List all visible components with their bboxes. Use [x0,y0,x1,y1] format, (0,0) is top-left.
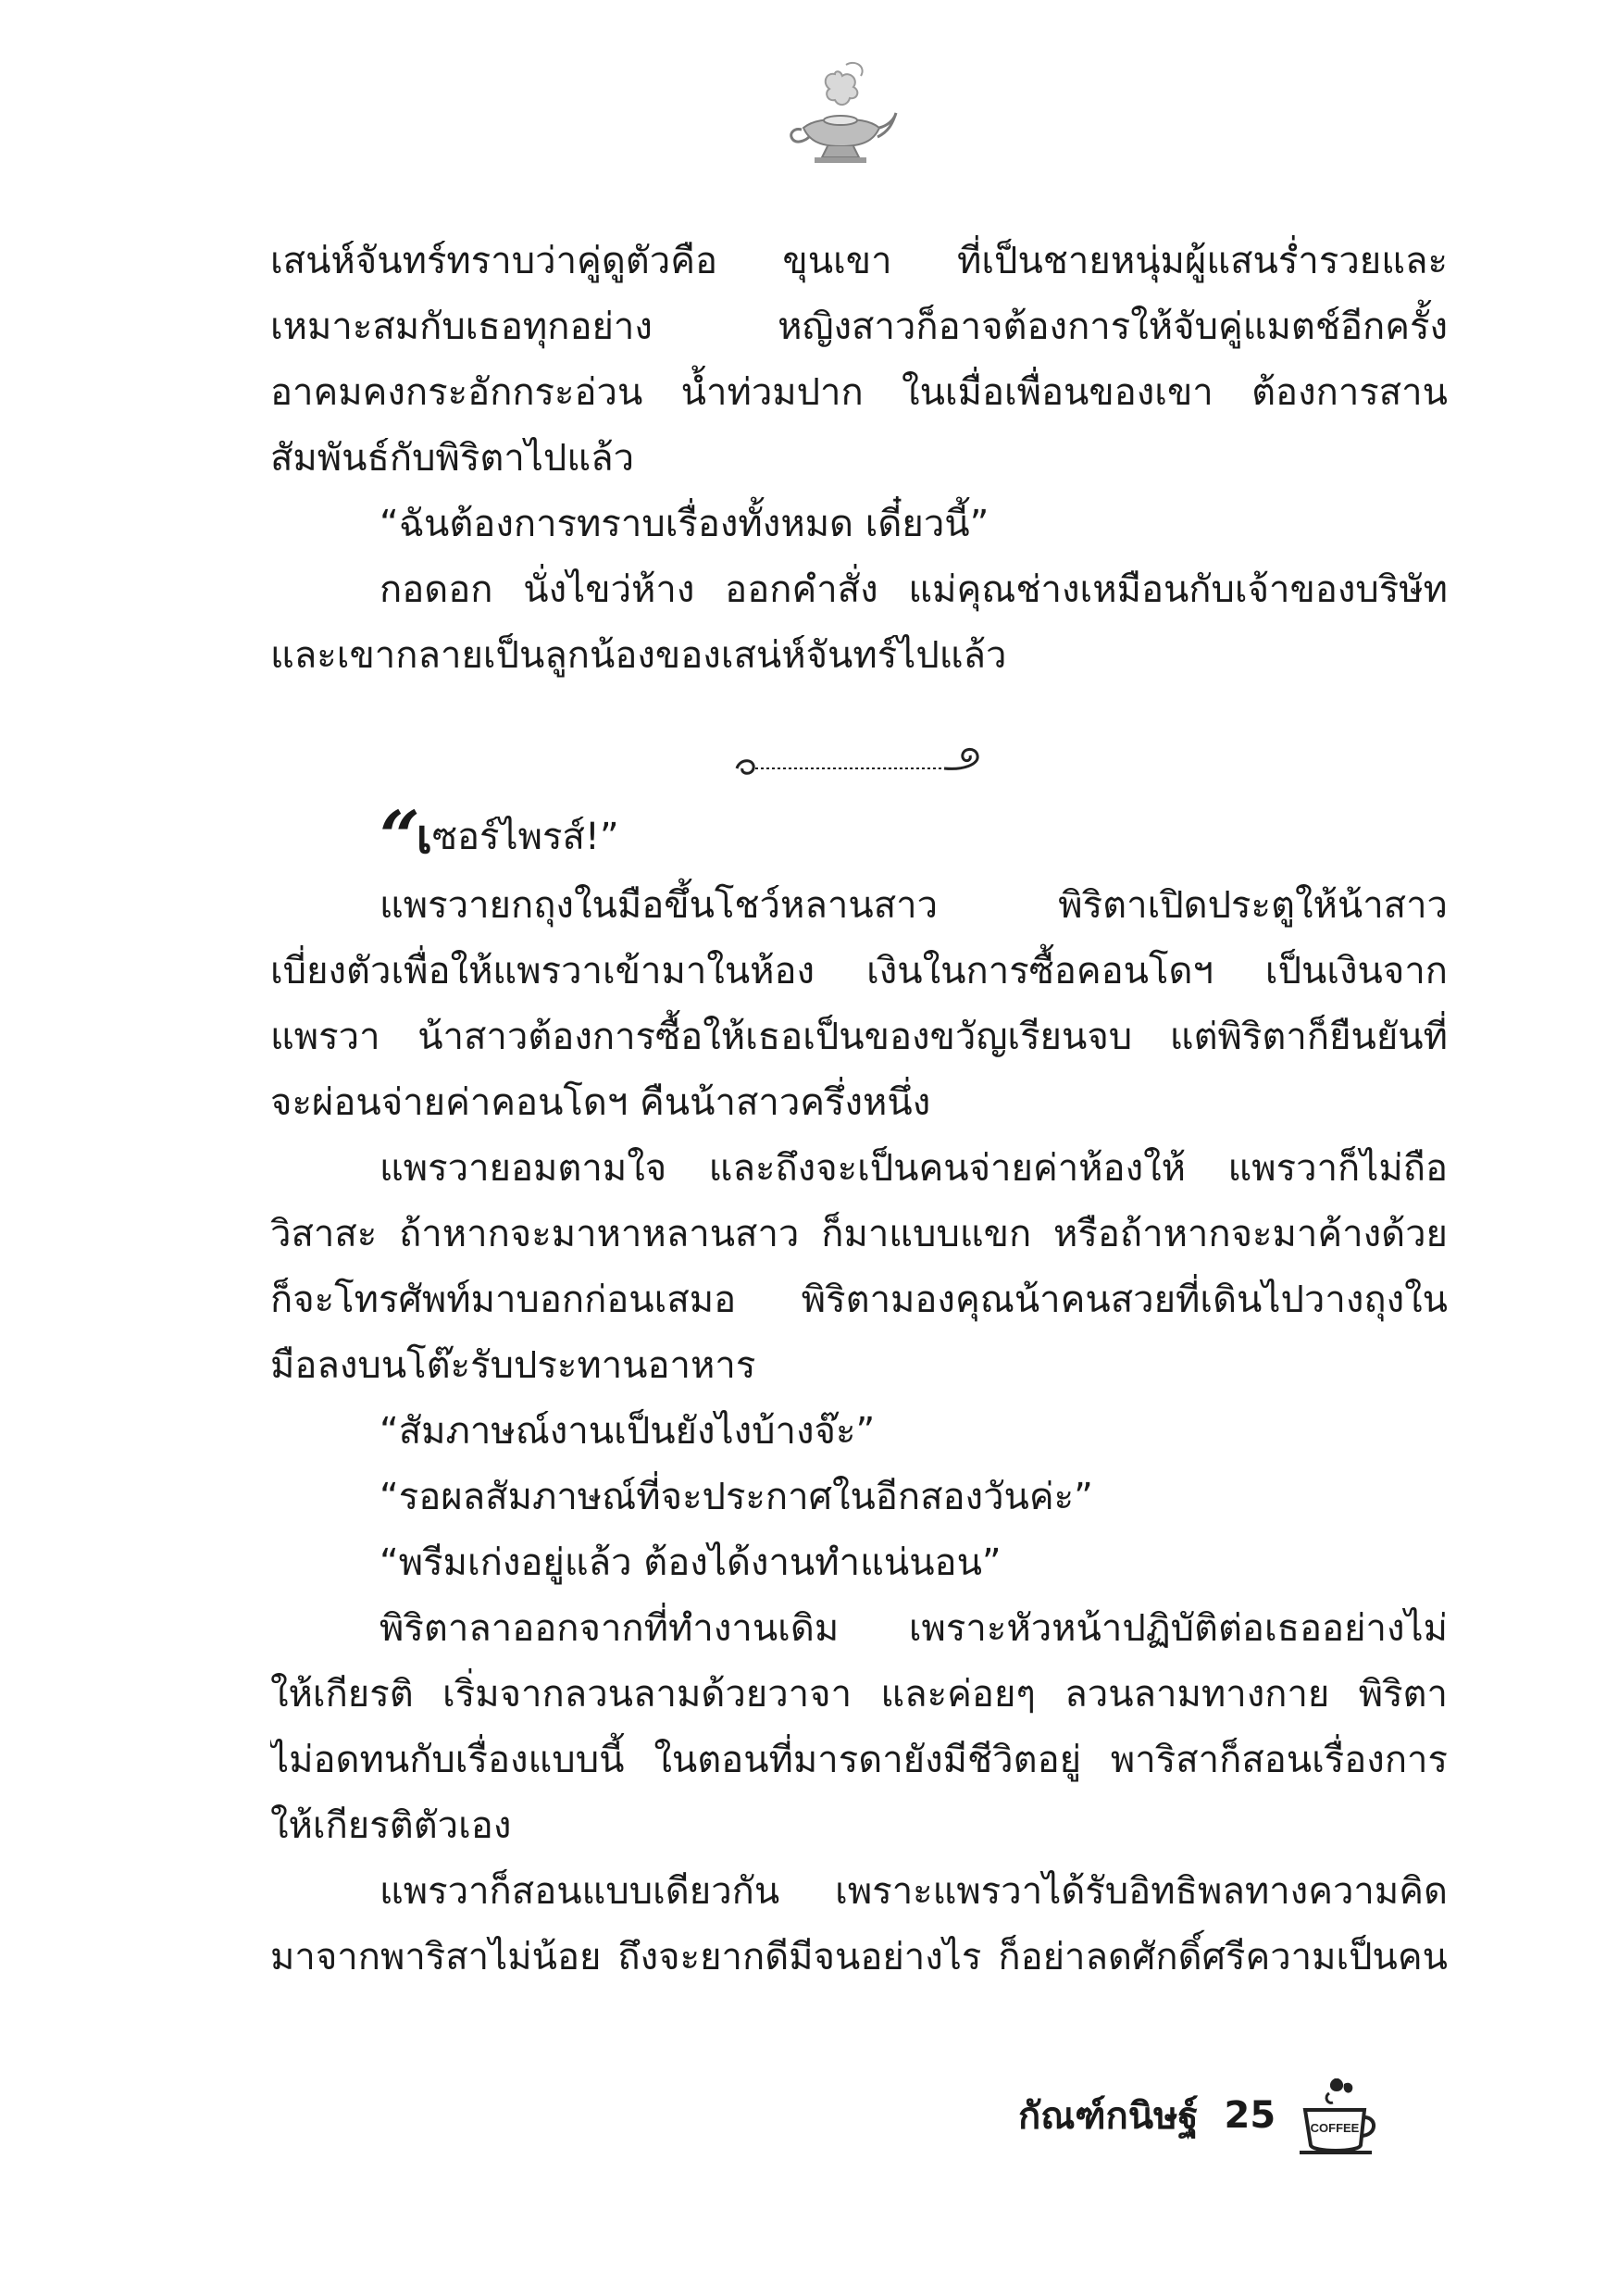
text-line: ให้เกียรติตัวเอง [270,1804,512,1847]
text-line: แพรวายกถุงในมือขึ้นโชว์หลานสาว พิริตาเปิดประตูให้น้าสาว [380,884,1448,927]
text-line: เสน่ห์จันทร์ทราบว่าคู่ดูตัวคือ ขุนเขา ที่เป็นชายหนุ่มผู้แสนร่ำรวยและ [270,240,1448,282]
text-line: เบี่ยงตัวเพื่อให้แพรวาเข้ามาในห้อง เงินในการซื้อคอนโดฯ เป็นเงินจาก [270,950,1448,992]
text-line: ก็จะโทรศัพท์มาบอกก่อนเสมอ พิริตามองคุณน้าคนสวยที่เดินไปวางถุงใน [270,1279,1448,1321]
dropcap-quote: “ [380,795,415,878]
dropcap-rest: ซอร์ไพรส์!” [431,816,619,858]
text-line: อาคมคงกระอักกระอ่วน น้ำท่วมปาก ในเมื่อเพื่อนของเขา ต้องการสาน [270,371,1448,414]
text-line: ไม่อดทนกับเรื่องแบบนี้ ในตอนที่มารดายังมีชีวิตอยู่ พาริสาก็สอนเรื่องการ [270,1739,1448,1781]
text-line: ให้เกียรติ เริ่มจากลวนลามด้วยวาจา และค่อยๆ ลวนลามทางกาย พิริตา [270,1673,1448,1716]
dialogue-line: “รอผลสัมภาษณ์ที่จะประกาศในอีกสองวันค่ะ” [380,1476,1093,1518]
text-line: เหมาะสมกับเธอทุกอย่าง หญิงสาวก็อาจต้องการให้จับคู่แมตช์อีกครั้ง [270,306,1448,348]
dialogue-line: “พรีมเก่งอยู่แล้ว ต้องได้งานทำแน่นอน” [380,1541,1002,1584]
text-line: และเขากลายเป็นลูกน้องของเสน่ห์จันทร์ไปแล้ว [270,634,1007,677]
genie-lamp-icon [781,56,902,176]
text-line: มาจากพาริสาไม่น้อย ถึงจะยากดีมีจนอย่างไร ก็อย่าลดศักดิ์ศรีความเป็นคน [270,1936,1448,1978]
book-title: กัณฑ์กนิษฐ์ [1018,2095,1199,2138]
paragraph-3 [270,873,1448,1990]
text-line: วิสาสะ ถ้าหากจะมาหาหลานสาว ก็มาแบบแขก หรือถ้าหากจะมาค้างด้วย [270,1213,1448,1255]
dropcap-line [380,794,619,878]
coffee-cup-icon [1294,2071,1383,2160]
text-line: แพรวา น้าสาวต้องการซื้อให้เธอเป็นของขวัญเรียนจบ แต่พิริตาก็ยืนยันที่ [270,1016,1448,1058]
quill-separator-icon [731,733,990,789]
text-line: แพรวาก็สอนแบบเดียวกัน เพราะแพรวาได้รับอิทธิพลทางความคิด [380,1870,1448,1913]
text-line: จะผ่อนจ่ายค่าคอนโดฯ คืนน้าสาวครึ่งหนึ่ง [270,1081,931,1124]
paragraph-1 [270,229,1448,689]
dropcap-letter: เ [416,810,432,864]
text-line: มือลงบนโต๊ะรับประทานอาหาร [270,1344,756,1387]
dialogue-line: “สัมภาษณ์งานเป็นยังไงบ้างจ๊ะ” [380,1410,876,1453]
text-line: แพรวายอมตามใจ และถึงจะเป็นคนจ่ายค่าห้องให้ แพรวาก็ไม่ถือ [380,1147,1448,1190]
text-line: กอดอก นั่งไขว่ห้าง ออกคำสั่ง แม่คุณช่างเหมือนกับเจ้าของบริษัท [380,568,1448,611]
quote-line: “ฉันต้องการทราบเรื่องทั้งหมด เดี๋ยวนี้” [380,503,989,545]
text-line: พิริตาลาออกจากที่ทำงานเดิม เพราะหัวหน้าปฏิบัติต่อเธออย่างไม่ [380,1607,1448,1650]
page-number: 25 [1224,2094,1276,2137]
coffee-label: COFFEE [1310,2121,1360,2135]
page-footer [1018,2074,1383,2157]
text-line: สัมพันธ์กับพิริตาไปแล้ว [270,437,635,480]
